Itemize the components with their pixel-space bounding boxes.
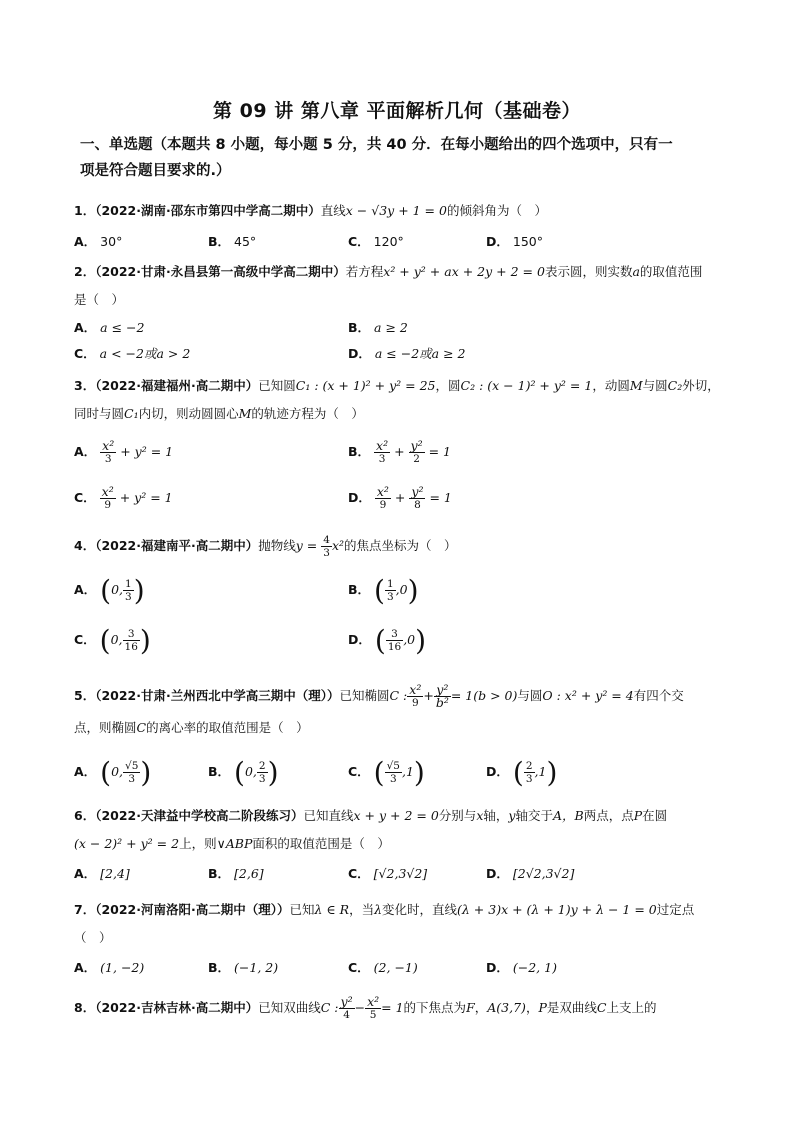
stem-var: C	[136, 720, 147, 735]
stem-var: C₁	[124, 406, 139, 421]
stem-var: C	[596, 1000, 607, 1015]
denominator: 3	[323, 547, 330, 559]
option-a[interactable]: A． $\frac{\text{x²}}{3}$ + y² = 1	[74, 438, 174, 465]
numerator: 4	[323, 534, 330, 546]
numerator: y²	[340, 994, 353, 1009]
stem-math: x² + y² + ax + 2y + 2 = 0	[383, 264, 545, 279]
fraction	[321, 534, 332, 559]
option-b-text: [2,6]	[234, 866, 264, 881]
option-d-text: 150°	[512, 234, 543, 249]
fraction	[375, 486, 391, 511]
stem-text: 已知圆	[258, 378, 296, 393]
stem-var: P	[538, 1000, 547, 1015]
denominator: 3	[128, 773, 136, 785]
option-b-text: (−1, 2)	[234, 960, 279, 975]
fraction	[434, 684, 451, 709]
stem-text: 同时与圆	[74, 406, 125, 421]
option-d[interactable]: D． [2√2,3√2]	[486, 866, 575, 881]
stem-var: P	[633, 808, 643, 823]
stem-text: 的焦点坐标为（ ）	[344, 538, 457, 553]
denominator: 3	[386, 591, 394, 603]
stem-text: 与圆	[642, 378, 668, 393]
question-8-stem: 8．（2022·吉林吉林·高二期中）已知双曲线C : $\frac{\text{y²}}{4}$ − $\frac{\text{x²}}{5}$ = 1的下焦点为F，A(3,7)，P是双曲线C上支上的	[74, 994, 657, 1021]
stem-text: 已知	[289, 902, 315, 917]
denominator: 8	[414, 499, 421, 511]
stem-text: ，当	[349, 902, 375, 917]
stem-math: = 1	[381, 1000, 404, 1015]
numerator: x²	[101, 484, 114, 499]
section-heading-line1: 一、单选题（本题共 8 小题，每小题 5 分，共 40 分．在每小题给出的四个选项中，只有一	[80, 137, 673, 153]
stem-text: 过定点	[656, 902, 695, 917]
option-c[interactable]: C． a < −2或a > 2	[74, 346, 191, 361]
numerator: 3	[386, 628, 403, 641]
option-d-text: [2√2,3√2]	[512, 866, 575, 881]
option-d[interactable]: D． ( $\frac{3}{16}$ ,0)	[348, 624, 427, 657]
question-number: 8．	[74, 1000, 96, 1015]
numerator: x²	[102, 438, 115, 453]
question-number: 5．	[74, 688, 96, 703]
stem-var: C₂	[667, 378, 683, 393]
question-source: （2022·天津益中学校高二阶段练习）	[95, 808, 304, 823]
fraction	[100, 486, 116, 511]
numerator: x²	[376, 438, 389, 453]
option-d-text: ,1	[534, 764, 547, 779]
numerator: x²	[376, 484, 389, 499]
fraction	[123, 628, 140, 653]
denominator: 9	[104, 499, 112, 511]
denominator: 3	[389, 773, 397, 785]
denominator: 16	[387, 641, 402, 653]
option-b[interactable]: B． 45°	[208, 234, 257, 249]
option-d[interactable]: D． a ≤ −2或a ≥ 2	[348, 346, 466, 361]
question-source: （2022·湖南·邵东市第四中学高二期中）	[95, 203, 321, 218]
numerator: √5	[386, 760, 400, 772]
question-number: 4．	[74, 538, 96, 553]
denominator: 2	[413, 453, 420, 465]
option-a-text: (1, −2)	[100, 960, 145, 975]
option-a[interactable]: A． [2,4]	[74, 866, 130, 881]
stem-var: x	[476, 808, 484, 823]
question-source: （2022·福建福州·高二期中）	[95, 378, 259, 393]
stem-math: ∨ABP	[216, 836, 253, 851]
option-c[interactable]: C． ( $\frac{√5}{3}$ ,1)	[348, 756, 425, 789]
option-c[interactable]: C． (2, −1)	[348, 960, 418, 975]
stem-text: 面积的取值范围是（ ）	[252, 836, 390, 851]
stem-text: 表示圆，则实数	[544, 264, 633, 279]
question-2-stem	[74, 262, 702, 280]
stem-var: A，B	[552, 808, 584, 823]
option-a[interactable]: A． (0, $\frac{√5}{3}$ )	[74, 756, 152, 789]
numerator: √5	[125, 760, 139, 772]
question-source: （2022·河南洛阳·高二期中（理））	[95, 902, 290, 917]
option-d[interactable]: D． $\frac{\text{x²}}{9}$ + $\frac{\text{y²}}{8}$ = 1	[348, 484, 452, 511]
question-source: （2022·甘肃·兰州西北中学高三期中（理））	[95, 688, 340, 703]
option-a-text: 0,	[111, 764, 124, 779]
numerator: 2	[525, 760, 533, 772]
stem-text: 的轨迹方程为（ ）	[251, 406, 364, 421]
fraction	[407, 684, 423, 709]
stem-var: a	[632, 264, 640, 279]
option-b[interactable]: B． [2,6]	[208, 866, 264, 881]
question-number: 3．	[74, 378, 96, 393]
stem-math: C :	[389, 688, 408, 703]
option-d[interactable]: D． 150°	[486, 234, 543, 249]
stem-var: λ	[374, 902, 383, 917]
stem-text: 直线	[320, 203, 346, 218]
section-heading-line2: 项是符合题目要求的.）	[80, 163, 231, 179]
fraction	[386, 628, 403, 653]
option-a[interactable]: A． a ≤ −2	[74, 320, 145, 335]
question-7-stem-cont: （ ）	[74, 930, 112, 945]
stem-math: C₁ : (x + 1)² + y² = 25	[295, 378, 436, 393]
numerator: 1	[125, 578, 132, 590]
numerator: y²	[410, 438, 423, 453]
stem-math: λ ∈ R	[314, 902, 350, 917]
numerator: x²	[409, 682, 422, 697]
option-c-text: [√2,3√2]	[373, 866, 428, 881]
stem-text: 上，则	[179, 836, 217, 851]
stem-math: x − √3y + 1 = 0	[345, 203, 447, 218]
stem-text: 两点，点	[583, 808, 634, 823]
option-c-text: (2, −1)	[373, 960, 418, 975]
option-d-text: a ≤ −2或a ≥ 2	[374, 346, 466, 361]
stem-text: ，圆	[435, 378, 461, 393]
option-c-text: ,1	[401, 764, 414, 779]
denominator: 3	[378, 453, 386, 465]
stem-var: M	[238, 406, 252, 421]
fraction	[100, 440, 116, 465]
numerator: x²	[367, 994, 380, 1009]
stem-text: 与圆	[517, 688, 543, 703]
question-3-stem	[74, 376, 720, 394]
stem-text: 已知直线	[303, 808, 354, 823]
stem-text: ，	[525, 1000, 539, 1015]
question-7-stem	[74, 900, 694, 918]
stem-text: 的离心率的取值范围是（ ）	[146, 720, 309, 735]
question-2-stem-cont: 是（ ）	[74, 292, 125, 307]
option-a-text: 0,	[111, 582, 124, 597]
option-c[interactable]: C． 120°	[348, 234, 404, 249]
fraction	[409, 486, 425, 511]
question-number: 2．	[74, 264, 96, 279]
question-source: （2022·甘肃·永昌县第一高级中学高二期中）	[95, 264, 346, 279]
option-d-text: = 1	[429, 490, 452, 505]
fraction	[524, 760, 535, 785]
fraction	[385, 578, 396, 603]
stem-text: 是双曲线	[546, 1000, 597, 1015]
question-number: 6．	[74, 808, 96, 823]
option-b[interactable]: B． ( $\frac{1}{3}$ ,0)	[348, 574, 419, 607]
stem-text: 轴，	[483, 808, 509, 823]
denominator: b²	[435, 695, 449, 710]
question-5-stem: 5．（2022·甘肃·兰州西北中学高三期中（理））已知椭圆C : $\frac{\text{x²}}{9}$ + $\frac{\text{y²}}{\text{b²}}$ = 1(b > 0)与圆O : x² + y² = 4有四个交	[74, 682, 684, 710]
stem-text: 点，则椭圆	[74, 720, 137, 735]
option-a-text: a ≤ −2	[100, 320, 145, 335]
option-a[interactable]: A． (0, $\frac{1}{3}$ )	[74, 574, 145, 607]
question-source: （2022·福建南平·高二期中）	[95, 538, 259, 553]
stem-math: x²	[331, 538, 345, 553]
option-a[interactable]: A． (1, −2)	[74, 960, 145, 975]
option-c-text: 120°	[373, 234, 404, 249]
stem-var: M	[629, 378, 643, 393]
question-number: 1．	[74, 203, 96, 218]
option-b[interactable]: B． $\frac{\text{x²}}{3}$ + $\frac{\text{y²}}{2}$ = 1	[348, 438, 451, 465]
stem-math: (x − 2)² + y² = 2	[74, 836, 180, 851]
denominator: 3	[525, 773, 533, 785]
numerator: 2	[258, 760, 266, 772]
option-c[interactable]: C． $\frac{\text{x²}}{9}$ + y² = 1	[74, 484, 173, 511]
stem-text: 上支上的	[606, 1000, 657, 1015]
option-a-text: + y² = 1	[120, 444, 174, 459]
stem-text: 分别与	[438, 808, 477, 823]
stem-text: ，	[474, 1000, 488, 1015]
option-b-text: = 1	[428, 444, 451, 459]
stem-text: 抛物线	[258, 538, 296, 553]
fraction	[123, 760, 140, 785]
stem-text: 已知椭圆	[339, 688, 390, 703]
numerator: y²	[434, 684, 451, 697]
stem-math: A(3,7)	[487, 1000, 526, 1015]
stem-text: 的倾斜角为（ ）	[446, 203, 547, 218]
denominator: 3	[125, 591, 132, 603]
option-c-text: 0,	[110, 632, 123, 647]
option-b[interactable]: B． a ≥ 2	[348, 320, 408, 335]
stem-var: y	[508, 808, 516, 823]
fraction	[409, 440, 425, 465]
option-b-text: 45°	[234, 234, 257, 249]
fraction	[365, 996, 381, 1021]
stem-var: F	[466, 1000, 475, 1015]
stem-text: ，动圆	[592, 378, 630, 393]
question-5-stem-cont	[74, 718, 309, 736]
numerator: 3	[123, 628, 140, 641]
option-b[interactable]: B． (−1, 2)	[208, 960, 279, 975]
stem-text: 内切，则动圆圆心	[138, 406, 239, 421]
denominator: 9	[411, 697, 419, 709]
denominator: 5	[369, 1009, 377, 1021]
option-b[interactable]: B． (0, $\frac{2}{3}$ )	[208, 756, 279, 789]
option-a[interactable]: A． 30°	[74, 234, 123, 249]
question-1-stem	[74, 201, 547, 219]
numerator: 1	[386, 578, 394, 590]
option-d-text: (−2, 1)	[512, 960, 557, 975]
stem-text: 已知双曲线	[258, 1000, 321, 1015]
section-heading	[80, 132, 730, 184]
option-d-text: ,0	[403, 632, 416, 647]
stem-math: = 1(b > 0)	[450, 688, 518, 703]
fraction	[123, 578, 134, 603]
denominator: 9	[379, 499, 387, 511]
denominator: 3	[258, 773, 266, 785]
option-c-text: + y² = 1	[119, 490, 173, 505]
option-d[interactable]: D． (−2, 1)	[486, 960, 557, 975]
option-c-text: a < −2或a > 2	[99, 346, 191, 361]
fraction	[257, 760, 268, 785]
stem-math: x + y + 2 = 0	[353, 808, 439, 823]
option-a-text: 30°	[100, 234, 123, 249]
numerator: y²	[411, 484, 424, 499]
option-d[interactable]: D． ( $\frac{2}{3}$ ,1)	[486, 756, 558, 789]
denominator: 4	[343, 1009, 350, 1021]
stem-math: C :	[320, 1000, 339, 1015]
option-b-text: ,0	[395, 582, 408, 597]
stem-text: 外切，	[682, 378, 720, 393]
fraction	[374, 440, 390, 465]
option-b-text: a ≥ 2	[374, 320, 408, 335]
denominator: 16	[124, 641, 138, 653]
question-6-stem-cont	[74, 834, 390, 852]
page-title: 第 09 讲 第八章 平面解析几何（基础卷）	[213, 100, 581, 122]
stem-math: O : x² + y² = 4	[542, 688, 634, 703]
stem-math: (λ + 3)x + (λ + 1)y + λ − 1 = 0	[457, 902, 657, 917]
fraction	[339, 996, 355, 1021]
question-number: 7．	[74, 902, 96, 917]
question-6-stem	[74, 806, 667, 824]
stem-math: C₂ : (x − 1)² + y² = 1	[460, 378, 593, 393]
stem-text: 的取值范围	[639, 264, 703, 279]
stem-text: 若方程	[345, 264, 384, 279]
stem-text: 有四个交	[633, 688, 684, 703]
stem-text: 在圆	[642, 808, 668, 823]
option-c[interactable]: C． [√2,3√2]	[348, 866, 428, 881]
option-c[interactable]: C． (0, $\frac{3}{16}$ )	[74, 624, 151, 657]
fraction	[385, 760, 402, 785]
denominator: 3	[104, 453, 112, 465]
stem-text: 的下焦点为	[403, 1000, 467, 1015]
option-a-text: [2,4]	[100, 866, 130, 881]
question-4-stem	[74, 534, 457, 559]
stem-text: 变化时，直线	[382, 902, 458, 917]
stem-math: y =	[295, 538, 318, 553]
option-b-text: 0,	[244, 764, 257, 779]
stem-text: 轴交于	[515, 808, 553, 823]
question-source: （2022·吉林吉林·高二期中）	[95, 1000, 259, 1015]
question-3-stem-cont	[74, 404, 364, 422]
